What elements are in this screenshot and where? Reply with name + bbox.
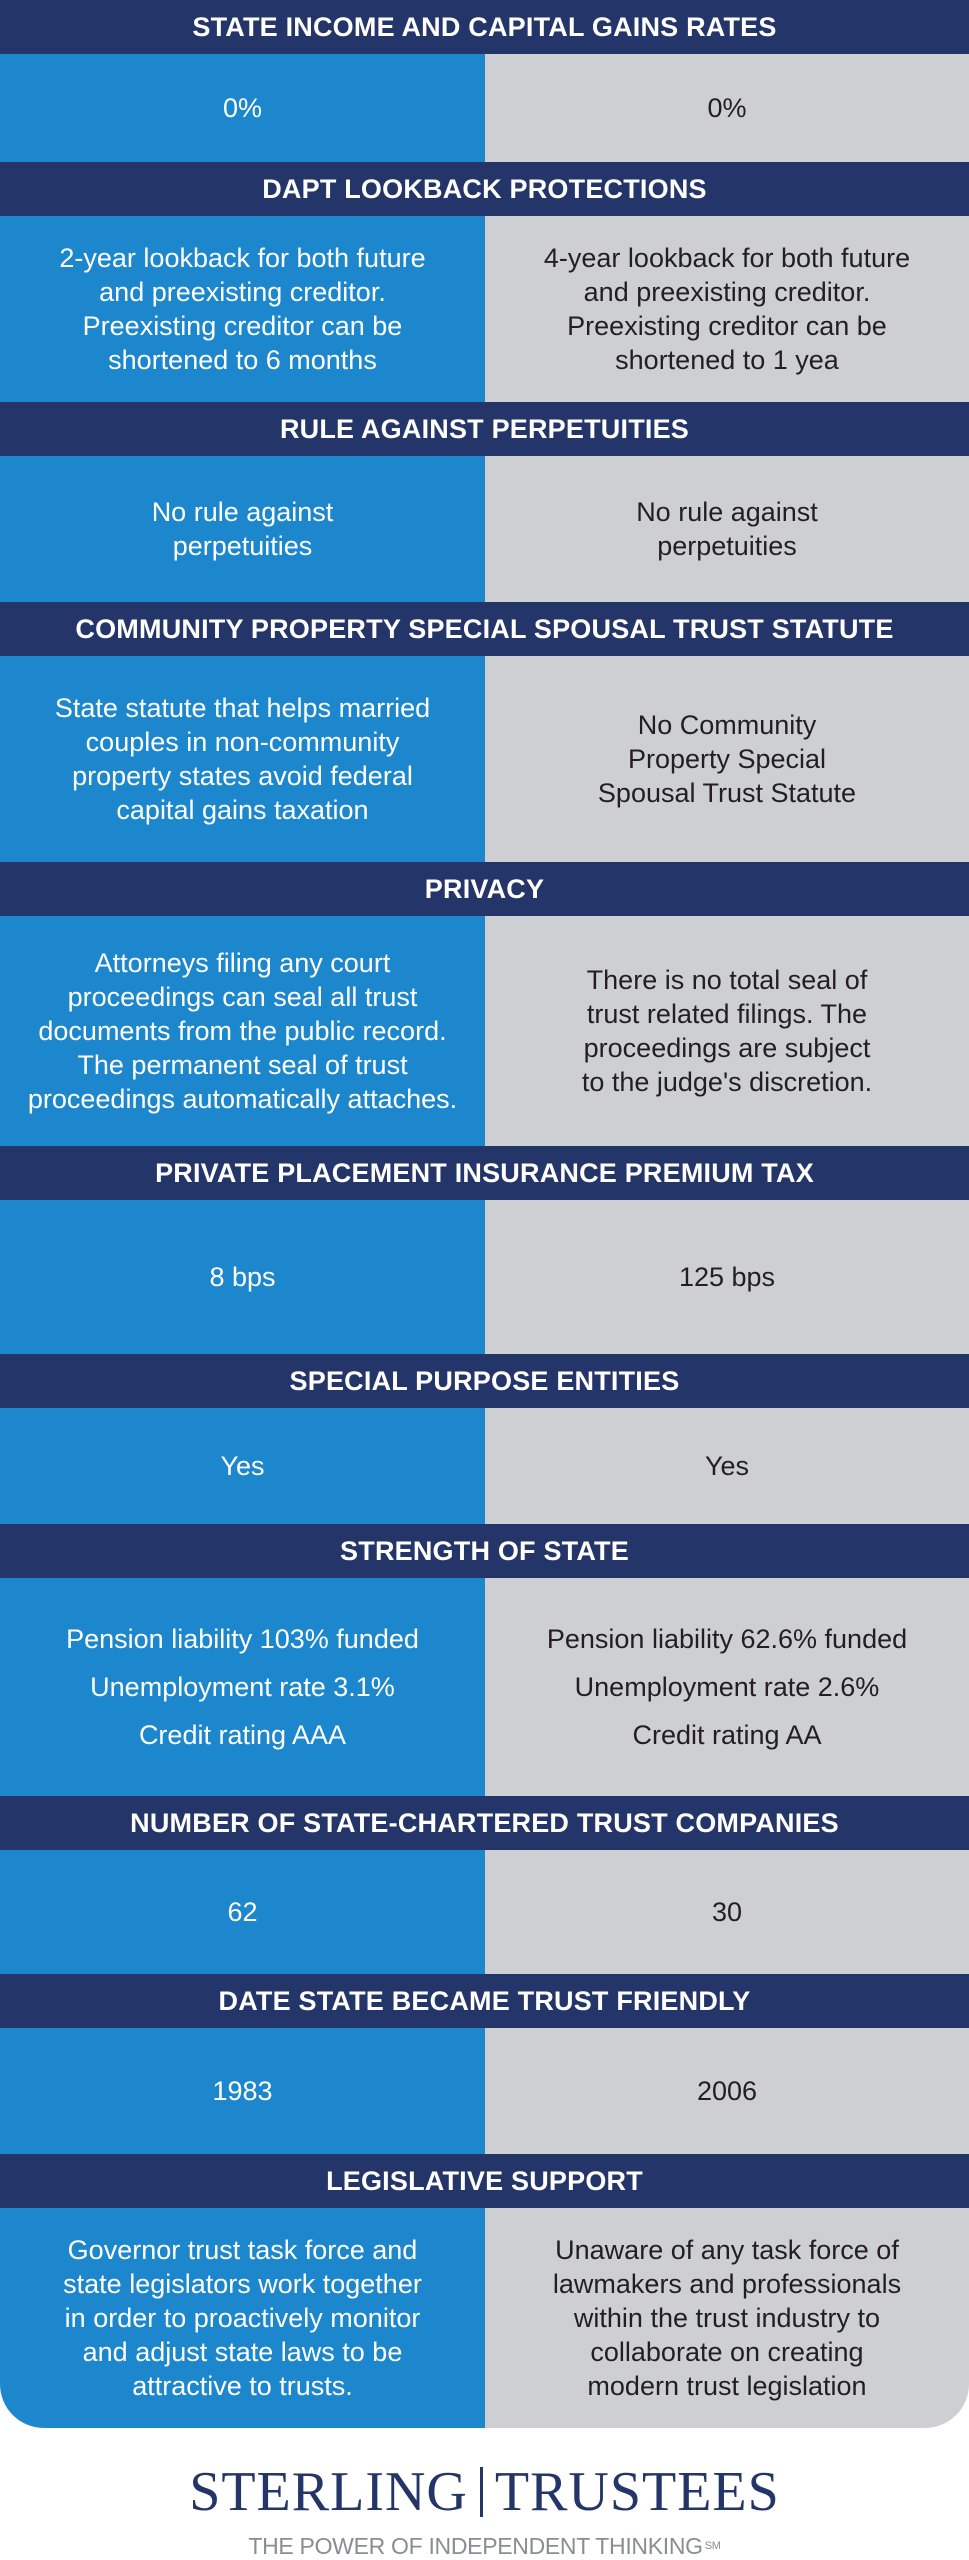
left-value-text: 8 bps	[209, 1262, 276, 1292]
stat-unemployment: Unemployment rate 2.6%	[574, 1672, 880, 1702]
row-legislative-support	[0, 2208, 969, 2428]
left-value	[0, 1200, 485, 1354]
section-header-perpetuities: RULE AGAINST PERPETUITIES	[0, 402, 969, 456]
right-value-text: Unaware of any task force of lawmakers and professionals within the trust industry to collaborate on creating modern trust legislation	[552, 2235, 902, 2401]
section-header-trust-companies: NUMBER OF STATE-CHARTERED TRUST COMPANIES	[0, 1796, 969, 1850]
stat-pension: Pension liability 62.6% funded	[546, 1624, 908, 1654]
right-value	[485, 1850, 969, 1974]
left-value-text: Governor trust task force and state legislators work together in order to proactively monitor and adjust state laws to be attractive to trusts.	[63, 2235, 422, 2401]
row-perpetuities	[0, 456, 969, 602]
left-stat-list	[66, 1622, 419, 1752]
right-value	[485, 54, 969, 162]
section-header-community-property: COMMUNITY PROPERTY SPECIAL SPOUSAL TRUST STATUTE	[0, 602, 969, 656]
right-value	[485, 2208, 969, 2428]
logo-word-trustees: TRUSTEES	[494, 2461, 780, 2523]
row-strength	[0, 1578, 969, 1796]
stat-credit-rating: Credit rating AA	[632, 1720, 822, 1750]
right-value-text: No Community Property Special Spousal Trust Statute	[597, 710, 857, 808]
left-value	[0, 216, 485, 402]
section-header-dapt-lookback: DAPT LOOKBACK PROTECTIONS	[0, 162, 969, 216]
right-stat-list	[547, 1622, 907, 1752]
right-value-text: No rule against perpetuities	[636, 497, 818, 561]
right-value-text: 30	[711, 1897, 743, 1927]
stat-credit-rating: Credit rating AAA	[138, 1720, 347, 1750]
right-value	[485, 216, 969, 402]
left-value	[0, 1408, 485, 1524]
left-value-text: State statute that helps married couples in non-community property states avoid federal capital gains taxation	[54, 693, 431, 825]
right-value	[485, 456, 969, 602]
row-premium-tax	[0, 1200, 969, 1354]
stat-unemployment: Unemployment rate 3.1%	[90, 1672, 395, 1702]
row-trust-companies	[0, 1850, 969, 1974]
right-value-text: 0%	[707, 93, 747, 123]
row-special-purpose	[0, 1408, 969, 1524]
left-value-text: 2-year lookback for both future and preexisting creditor. Preexisting creditor can be shortened to 6 months	[59, 243, 426, 375]
row-privacy	[0, 916, 969, 1146]
logo-word-sterling: STERLING	[189, 2461, 468, 2523]
row-income-rates	[0, 54, 969, 162]
left-value-text: Attorneys filing any court proceedings can seal all trust documents from the public record. The permanent seal of trust proceedings automatically attaches.	[27, 948, 458, 1114]
right-value-text: Yes	[704, 1451, 750, 1481]
sterling-trustees-logo	[0, 2462, 969, 2522]
left-value-text: 62	[227, 1897, 258, 1927]
left-value	[0, 2028, 485, 2154]
row-trust-friendly-date	[0, 2028, 969, 2154]
left-value-text: 0%	[222, 93, 263, 123]
logo-divider	[480, 2467, 483, 2517]
left-value-text: Yes	[220, 1451, 265, 1481]
right-value	[485, 916, 969, 1146]
section-header-privacy: PRIVACY	[0, 862, 969, 916]
left-value-text: No rule against perpetuities	[151, 497, 334, 561]
left-value-text: 1983	[212, 2076, 273, 2106]
section-header-premium-tax: PRIVATE PLACEMENT INSURANCE PREMIUM TAX	[0, 1146, 969, 1200]
row-dapt-lookback	[0, 216, 969, 402]
right-value-text: 125 bps	[678, 1262, 776, 1292]
right-value-text: 4-year lookback for both future and preexisting creditor. Preexisting creditor can be shortened to 1 yea	[543, 243, 911, 375]
section-header-special-purpose: SPECIAL PURPOSE ENTITIES	[0, 1354, 969, 1408]
left-value	[0, 916, 485, 1146]
brand-tagline	[0, 2533, 969, 2559]
left-value	[0, 656, 485, 862]
stat-pension: Pension liability 103% funded	[66, 1624, 419, 1654]
section-header-strength: STRENGTH OF STATE	[0, 1524, 969, 1578]
left-value	[0, 1578, 485, 1796]
right-value	[485, 1408, 969, 1524]
left-value	[0, 2208, 485, 2428]
service-mark: SM	[704, 2540, 721, 2552]
right-value-text: 2006	[696, 2076, 758, 2106]
tagline-text: THE POWER OF INDEPENDENT THINKING	[248, 2532, 703, 2559]
right-value	[485, 656, 969, 862]
right-value-text: There is no total seal of trust related filings. The proceedings are subject to the judge's discretion.	[581, 965, 873, 1097]
left-value	[0, 1850, 485, 1974]
left-value	[0, 456, 485, 602]
left-value	[0, 54, 485, 162]
right-value	[485, 1200, 969, 1354]
section-header-income-rates: STATE INCOME AND CAPITAL GAINS RATES	[0, 0, 969, 54]
section-header-trust-friendly-date: DATE STATE BECAME TRUST FRIENDLY	[0, 1974, 969, 2028]
right-value	[485, 2028, 969, 2154]
row-community-property	[0, 656, 969, 862]
section-header-legislative-support: LEGISLATIVE SUPPORT	[0, 2154, 969, 2208]
right-value	[485, 1578, 969, 1796]
